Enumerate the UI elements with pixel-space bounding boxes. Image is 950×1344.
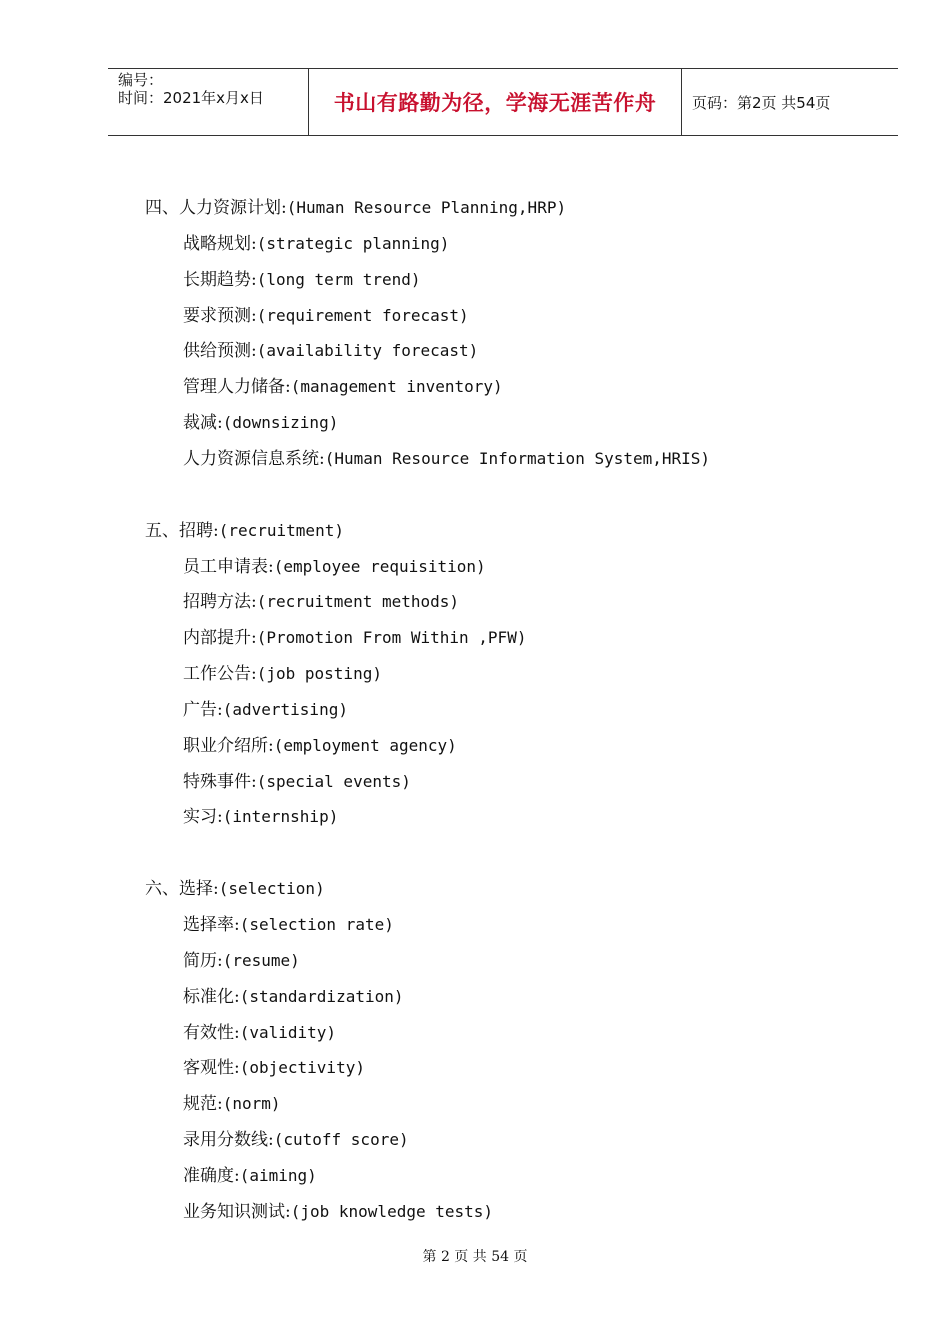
term-english: (recruitment methods) [256,592,460,612]
term-chinese: 管理人力储备: [183,377,291,398]
term-entry [183,986,404,1008]
term-entry [183,771,411,793]
header-page-cell [682,69,898,135]
term-english: (strategic planning) [256,233,450,253]
term-english: (validity) [239,1022,337,1042]
term-chinese: 供给预测: [183,341,257,362]
term-english: (long term trend) [256,269,421,289]
term-chinese: 人力资源信息系统: [183,448,325,469]
term-chinese: 要求预测: [183,305,257,326]
term-chinese: 实习: [183,807,223,828]
term-chinese: 录用分数线: [183,1130,274,1151]
header-motto-cell [309,69,682,135]
term-english: (aiming) [239,1165,317,1185]
term-chinese: 广告: [183,699,223,720]
term-entry [183,806,338,828]
term-english: (resume) [222,950,300,970]
term-entry [183,1093,281,1115]
term-entry [183,376,503,398]
term-entry [183,269,421,291]
term-chinese: 战略规划: [183,233,257,254]
section-heading [145,520,344,542]
footer-page-number: 第 2 页 共 54 页 [422,1249,528,1265]
term-english: (selection rate) [239,915,394,934]
page-footer [0,1246,950,1266]
term-chinese: 特殊事件: [183,771,257,792]
term-chinese: 客观性: [183,1058,240,1079]
term-entry [183,663,382,685]
term-english: (norm) [222,1094,281,1114]
term-entry [183,1057,365,1079]
term-entry [183,699,348,721]
term-entry [183,1129,409,1151]
term-entry [183,591,459,613]
term-chinese: 长期趋势: [183,269,257,290]
term-english: (Human Resource Information System,HRIS) [324,448,711,468]
term-entry [183,914,394,936]
term-english: (cutoff score) [273,1130,409,1150]
term-english: (objectivity) [239,1058,365,1078]
term-chinese: 有效性: [183,1022,240,1043]
term-chinese: 规范: [183,1094,223,1115]
section-heading-chinese: 五、招聘: [145,520,219,541]
term-entry [183,735,457,757]
term-english: (availability forecast) [256,341,479,361]
document-number-label: 编号： [118,71,164,89]
term-english: (special events) [256,771,411,791]
term-english: (standardization) [239,986,404,1006]
section-heading [145,878,325,900]
term-entry [183,556,486,578]
term-chinese: 准确度: [183,1165,240,1186]
term-entry [183,1022,336,1044]
term-english: (requirement forecast) [256,305,469,325]
section-heading [145,197,566,219]
term-chinese: 裁减: [183,413,223,434]
section-heading-english: (recruitment) [218,520,344,540]
section-heading-english: (selection) [218,879,325,899]
page-header [108,68,898,136]
term-english: (job posting) [256,664,382,684]
term-entry [183,950,300,972]
term-english: (downsizing) [222,413,339,433]
term-english: (internship) [222,807,339,827]
term-english: (Promotion From Within ,PFW) [256,628,527,648]
term-chinese: 职业介绍所: [183,735,274,756]
header-page-info: 页码：第2页 共54页 [692,93,831,112]
header-motto: 书山有路勤为径，学海无涯苦作舟 [333,91,657,115]
term-entry [183,1201,493,1223]
term-chinese: 招聘方法: [183,592,257,613]
term-entry [183,233,449,255]
header-meta-cell [108,69,309,135]
term-english: (employment agency) [273,735,457,755]
document-date: 时间：2021年x月x日 [118,89,264,107]
term-entry [183,340,478,362]
term-english: (management inventory) [290,377,503,397]
term-english: (advertising) [222,699,348,719]
section-heading-english: (Human Resource Planning,HRP) [286,198,567,217]
term-chinese: 业务知识测试: [183,1201,291,1222]
section-heading-chinese: 六、选择: [145,879,219,900]
term-english: (job knowledge tests) [290,1201,494,1221]
term-entry [183,305,469,327]
term-chinese: 工作公告: [183,664,257,685]
section-heading-chinese: 四、人力资源计划: [145,198,287,218]
term-english: (employee requisition) [273,556,486,576]
term-chinese: 简历: [183,950,223,971]
term-chinese: 选择率: [183,915,240,935]
term-entry [183,1165,317,1187]
term-chinese: 内部提升: [183,628,257,649]
term-entry [183,627,526,649]
term-chinese: 标准化: [183,986,240,1007]
term-entry [183,412,338,434]
term-entry [183,448,710,470]
term-chinese: 员工申请表: [183,556,274,577]
